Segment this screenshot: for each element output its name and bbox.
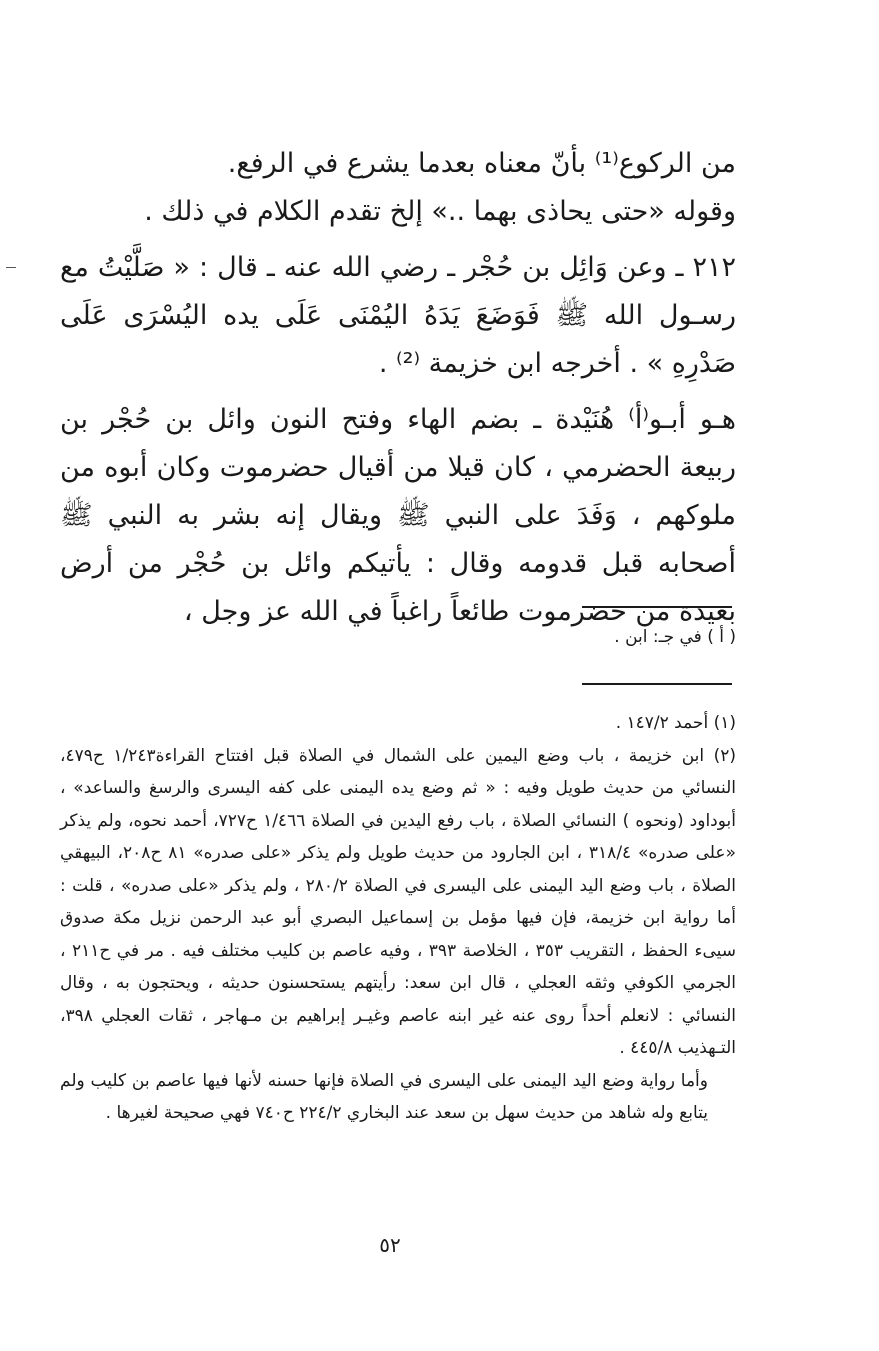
page-number: ٥٢ — [379, 1233, 401, 1257]
footnote-continuation: وأما رواية وضع اليد اليمنى على اليسرى في الصلاة فإنها حسنه لأنها فيها عاصم بن كليب ولم يتابع وله شاهد من حديث سهل بن سعد عند البخاري ٢٢٤/٢ ح٧٤٠ فهي صحيحة لغيرها . — [60, 1070, 708, 1123]
footnotes-block — [60, 707, 736, 1130]
hadith-paragraph: ٢١٢ ـ وعن وَائِل بن حُجْر ـ رضي الله عنه ـ قال : « صَلَّيْتُ مع رسـول الله ﷺ فَوَضَعَ يَدَهُ اليُمْنَى عَلَى يده اليُسْرَى عَلَى صَدْرِهِ » . أخرجه ابن خزيمة ⁽²⁾ . — [60, 252, 736, 379]
main-text-block — [60, 140, 736, 636]
footnote-divider — [582, 683, 732, 685]
commentary-paragraph: هـو أبـو⁽أ⁾ هُنَيْدة ـ بضم الهاء وفتح النون وائل بن حُجْر بن ربيعة الحضرمي ، كان قيلا من أقيال حضرموت وكان أبوه من ملوكهم ، وَفَدَ على النبي ﷺ ويقال إنه بشر به النبي ﷺ أصحابه قبل قدومه وقال : يأتيكم وائل بن حُجْر من أرض بعيدة من حضرموت طائعاً راغباً في الله عز وجل ، — [60, 404, 736, 627]
footnote: (٢) ابن خزيمة ، باب وضع اليمين على الشمال في الصلاة قبل افتتاح القراءة١/٢٤٣ ح٤٧٩، النسائي من حديث طويل وفيه : « ثم وضع يده اليمنى على كفه اليسرى والرسغ والساعد» ، أبوداود (ونحوه ) النسائي الصلاة ، باب رفع اليدين في الصلاة ١/٤٦٦ ح٧٢٧، أحمد نحوه، ولم يذكر «على صدره» ٣١٨/٤ ، ابن الجارود من حديث طويل ولم يذكر «على صدره» ٨١ ح٢٠٨، البيهقي الصلاة ، باب وضع اليد اليمنى على اليسرى في الصلاة ٢٨٠/٢ ، ولم يذكر «على صدره» ، قلت : أما رواية ابن خزيمة، فإن فيها مؤمل بن إسماعيل البصري أبو عبد الرحمن نزيل مكة صدوق سيىء الحفظ ، التقريب ٣٥٣ ، الخلاصة ٣٩٣ ، وفيه عاصم بن كليب مختلف فيه . مر في ح٢١١ ، الجرمي الكوفي وثقه العجلي ، قال ابن سعد: رأيتهم يستحسنون حديثه ، ويحتجون به ، وقال النسائي : لانعلم أحداً روى عنه غير ابنه عاصم وغيـر إبراهيم بن مـهاجر ، ثقات العجلي ٣٩٨، التـهذيب ٤٤٥/٨ . — [60, 745, 736, 1058]
main-paragraph: وقوله «حتى يحاذى بهما ..» إلخ تقدم الكلام في ذلك . — [144, 196, 736, 227]
margin-mark — [6, 267, 16, 268]
footnote: (١) أحمد ١٤٧/٢ . — [615, 713, 736, 733]
footnote-divider — [582, 606, 732, 608]
main-paragraph: من الركوع⁽¹⁾ بأنّ معناه بعدما يشرع في الرفع. — [227, 148, 736, 179]
editor-note: ( أ ) في جـ: ابن . — [614, 627, 736, 647]
